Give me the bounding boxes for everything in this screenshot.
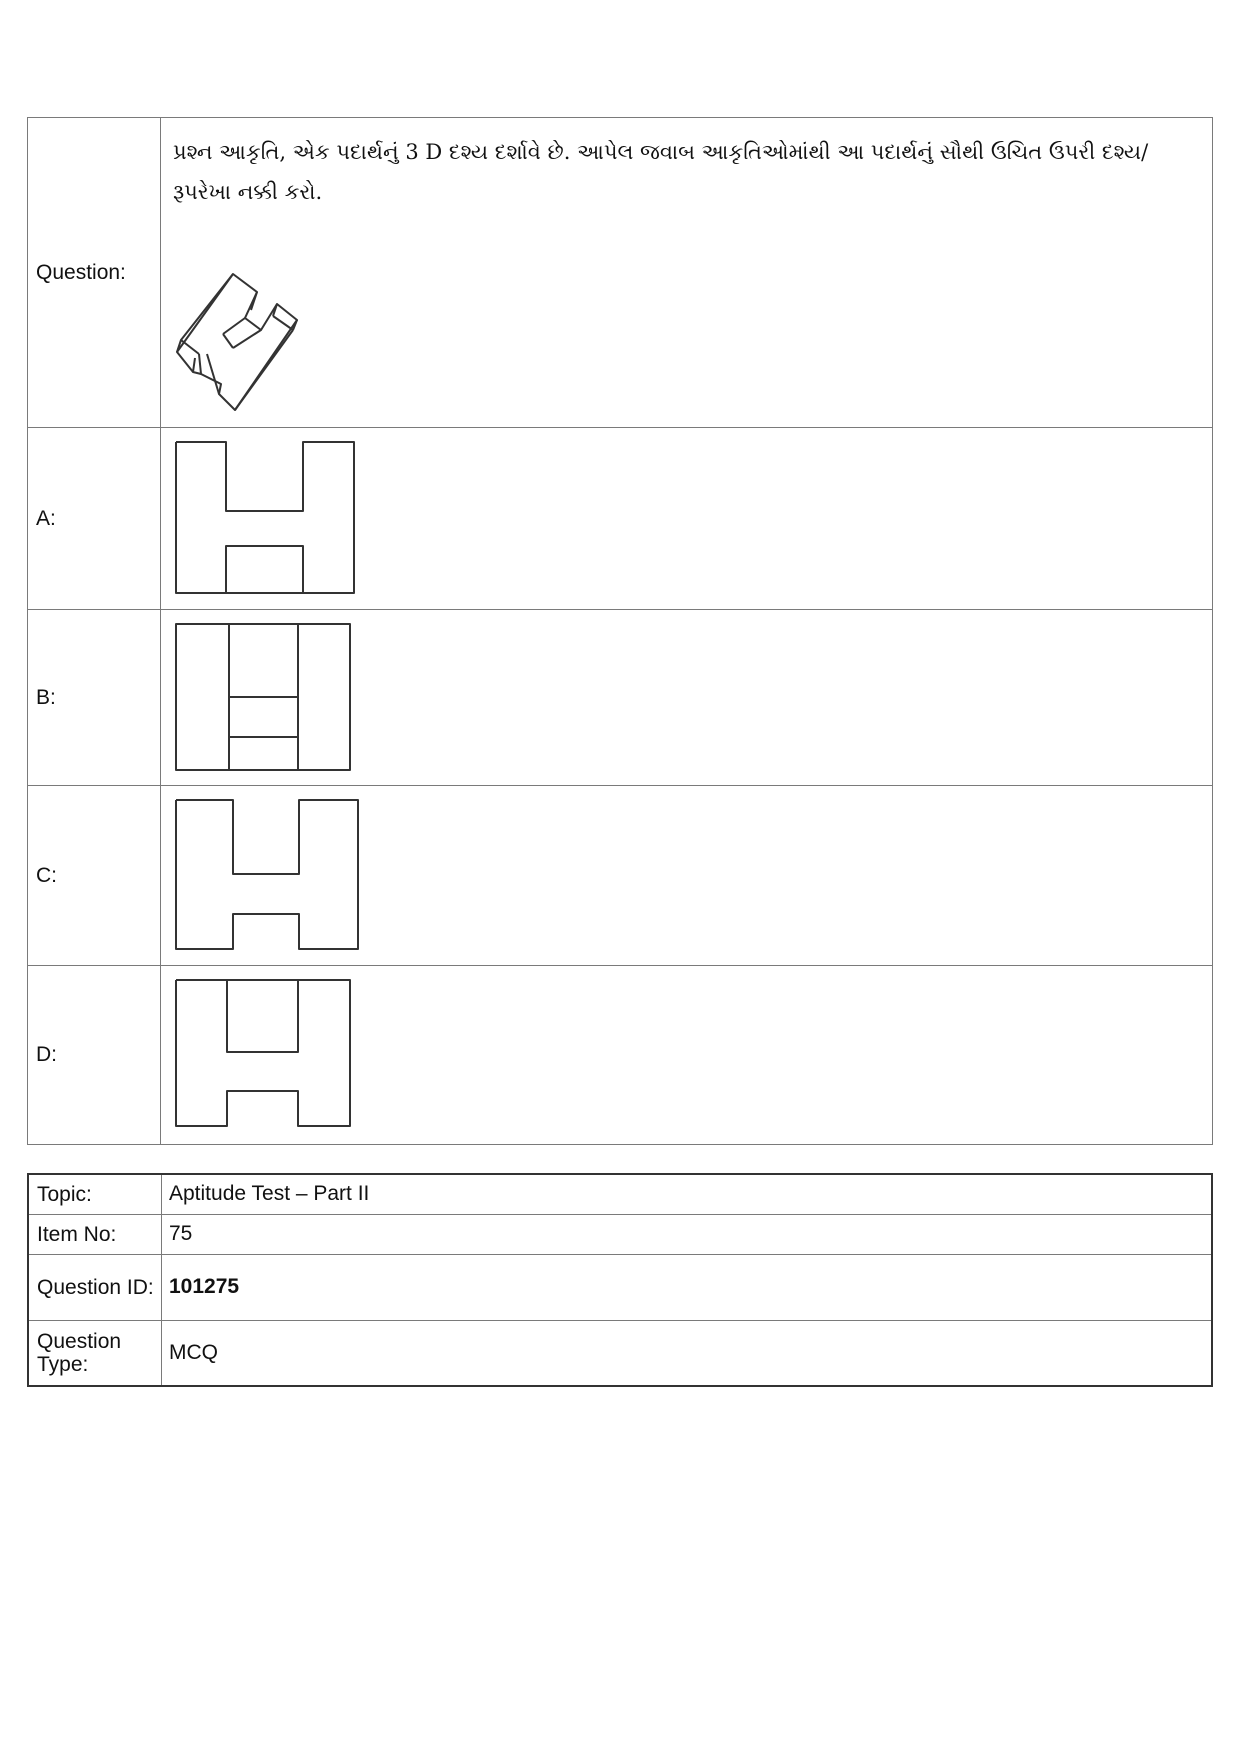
option-a-figure	[175, 441, 355, 597]
question-id-row	[28, 1254, 1212, 1320]
option-a-cell[interactable]	[161, 428, 1213, 610]
item-no-label: Item No:	[28, 1214, 162, 1254]
question-cell	[161, 118, 1213, 428]
question-label: Question:	[28, 118, 161, 428]
item-no-value: 75	[162, 1214, 1213, 1254]
option-b-label: B:	[28, 610, 161, 786]
question-text: પ્રશ્ન આકૃતિ, એક પદાર્થનું 3 D દશ્ય દર્શાવે છે. આપેલ જવાબ આકૃતિઓમાંથી આ પદાર્થનું સૌથી ઉચિત ઉપરી દશ્ય/રૂપરેખા નક્કી કરો.	[173, 140, 1149, 204]
topic-label: Topic:	[28, 1174, 162, 1214]
option-d-figure	[175, 979, 355, 1131]
question-id-value: 101275	[162, 1254, 1213, 1320]
metadata-table	[27, 1173, 1213, 1387]
question-type-value: MCQ	[162, 1320, 1213, 1386]
option-c-label: C:	[28, 786, 161, 966]
question-3d-figure	[173, 264, 313, 424]
option-b-figure	[175, 623, 355, 773]
question-type-row	[28, 1320, 1212, 1386]
option-c-cell[interactable]	[161, 786, 1213, 966]
option-d-row	[28, 966, 1213, 1145]
question-id-label: Question ID:	[28, 1254, 162, 1320]
topic-row	[28, 1174, 1212, 1214]
option-b-cell[interactable]	[161, 610, 1213, 786]
option-b-row	[28, 610, 1213, 786]
question-row	[28, 118, 1213, 428]
option-c-row	[28, 786, 1213, 966]
option-a-label: A:	[28, 428, 161, 610]
option-d-cell[interactable]	[161, 966, 1213, 1145]
question-type-label: Question Type:	[28, 1320, 162, 1386]
option-c-figure	[175, 799, 361, 953]
item-no-row	[28, 1214, 1212, 1254]
option-a-row	[28, 428, 1213, 610]
option-d-label: D:	[28, 966, 161, 1145]
question-table	[27, 117, 1213, 1145]
topic-value: Aptitude Test – Part II	[162, 1174, 1213, 1214]
